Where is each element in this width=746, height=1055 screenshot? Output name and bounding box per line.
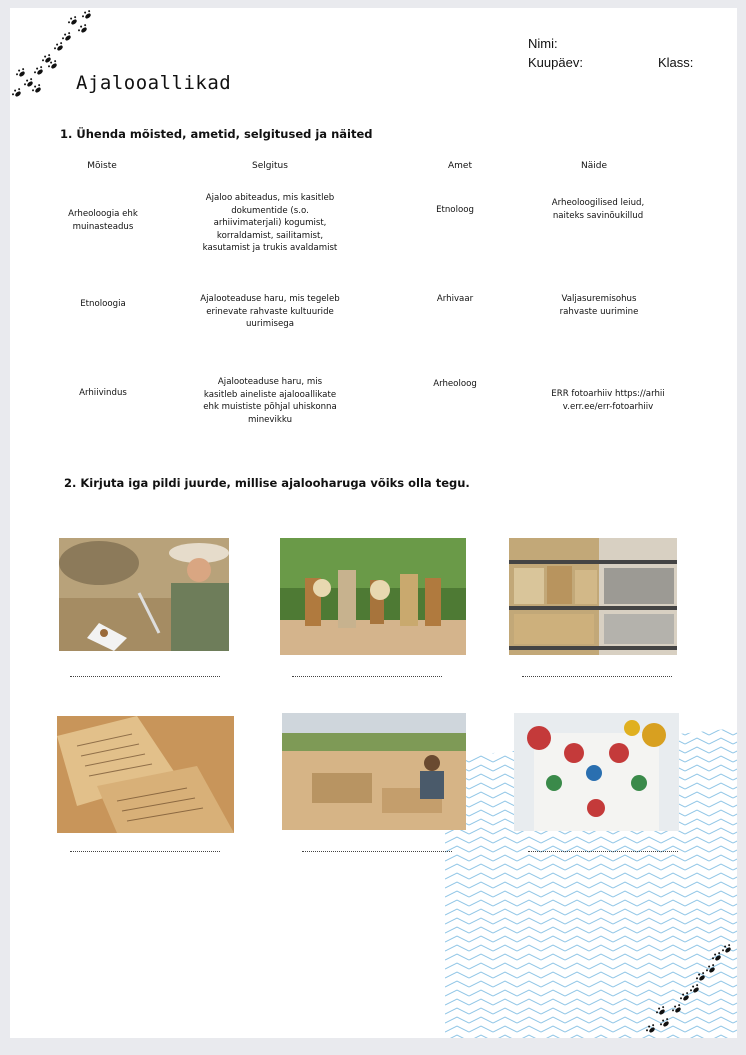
row2-moiste: Etnoloogia — [80, 299, 126, 309]
answer-line-4[interactable] — [70, 851, 220, 853]
row3-amet: Arheoloog — [433, 379, 477, 389]
old-manuscript-photo — [57, 716, 234, 833]
worksheet-page — [10, 8, 737, 1038]
column-header-moiste: Mõiste — [87, 161, 117, 171]
embroidered-textile-photo — [514, 713, 679, 831]
row3-moiste: Arhiivindus — [79, 388, 127, 398]
page-title: Ajalooallikad — [76, 72, 232, 94]
row1-naide: Arheoloogilised leiud, naiteks savinõukillud — [551, 198, 645, 221]
excavation-site-photo — [282, 713, 466, 830]
folk-dance-photo — [280, 538, 466, 655]
row1-moiste: Arheoloogia ehk muinasteadus — [68, 209, 138, 232]
answer-line-3[interactable] — [522, 676, 672, 678]
archaeologists-photo — [59, 538, 229, 651]
animal-tracks-icon — [640, 938, 737, 1038]
row3-naide: ERR fotoarhiiv https://arhiiv.err.ee/err-fotoarhiiv — [551, 389, 665, 412]
date-label: Kuupäev: — [528, 55, 583, 70]
archive-shelves-photo — [509, 538, 677, 655]
answer-line-5[interactable] — [302, 851, 452, 853]
answer-line-1[interactable] — [70, 676, 220, 678]
row1-amet: Etnoloog — [436, 205, 474, 215]
row3-selgitus: Ajalooteaduse haru, mis kasitleb aineliste ajalooallikate ehk muististe põhjal uhiskonna minevikku — [203, 377, 337, 425]
answer-line-2[interactable] — [292, 676, 442, 678]
column-header-naide: Näide — [581, 161, 607, 171]
row2-naide: Valjasuremisohus rahvaste uurimine — [559, 294, 639, 317]
column-header-amet: Amet — [448, 161, 472, 171]
column-header-selgitus: Selgitus — [252, 161, 288, 171]
row1-selgitus: Ajaloo abiteadus, mis kasitleb dokumentide (s.o. arhiivimaterjali) kogumist, korraldamist, sailitamist, kasutamist ja trukis avaldamist — [202, 193, 338, 253]
task1-heading: 1. Ühenda mõisted, ametid, selgitused ja näited — [60, 127, 373, 141]
answer-line-6[interactable] — [528, 851, 678, 853]
task2-heading: 2. Kirjuta iga pildi juurde, millise ajalooharuga võiks olla tegu. — [64, 476, 470, 490]
row2-amet: Arhivaar — [436, 294, 474, 304]
row2-selgitus: Ajalooteaduse haru, mis tegeleb erinevate rahvaste kultuuride uurimisega — [200, 294, 340, 329]
name-label: Nimi: — [528, 36, 558, 51]
class-label: Klass: — [658, 55, 694, 70]
